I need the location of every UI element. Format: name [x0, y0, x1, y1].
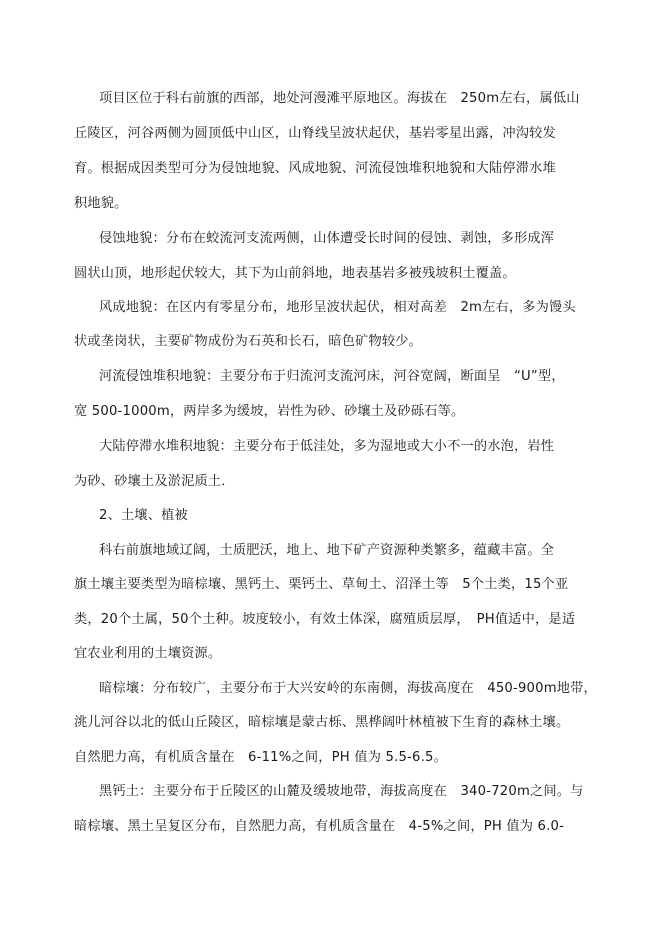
text-line: 暗棕壤：分布较广，主要分布于大兴安岭的东南侧，海拔高度在 450-900m地带， — [99, 681, 597, 696]
text-line: 河流侵蚀堆积地貌：主要分布于归流河支流河床，河谷宽阔，断面呈 “U”型， — [99, 369, 565, 384]
text-line: 自然肥力高，有机质含量在 6-11%之间，PH 值为 5.5-6.5。 — [74, 750, 447, 765]
text-line: 暗棕壤、黑土呈复区分布，自然肥力高，有机质含量在 4-5%之间，PH 值为 6.0- — [74, 819, 565, 834]
text-line: 洮儿河谷以北的低山丘陵区，暗棕壤是蒙古栎、黑桦阔叶林植被下生育的森林土壤。 — [74, 715, 570, 730]
text-line: 宜农业利用的土壤资源。 — [74, 646, 222, 661]
text-line: 项目区位于科右前旗的西部，地处河漫滩平原地区。海拔在 250m左右，属低山 — [99, 91, 580, 106]
text-line: 风成地貌：在区内有零星分布，地形呈波状起伏，相对高差 2m左右，多为馒头 — [99, 300, 576, 315]
text-line: 旗土壤主要类型为暗棕壤、黑钙土、栗钙土、草甸土、沼泽土等 5个土类，15个亚 — [74, 577, 569, 592]
text-line: 圆状山顶，地形起伏较大，其下为山前斜地，地表基岩多被残坡积土覆盖。 — [74, 266, 516, 281]
text-line: 类，20个土属，50个土种。坡度较小，有效土体深，腐殖质层厚， PH值适中，是适 — [74, 612, 576, 627]
text-line: 状或垄岗状，主要矿物成份为石英和长石，暗色矿物较少。 — [74, 334, 423, 349]
text-line: 丘陵区，河谷两侧为圆顶低中山区，山脊线呈波状起伏，基岩零星出露，冲沟较发 — [74, 126, 556, 141]
text-line: 大陆停滞水堆积地貌：主要分布于低洼处，多为湿地或大小不一的水泡，岩性 — [99, 439, 555, 454]
text-line: 育。根据成因类型可分为侵蚀地貌、风成地貌、河流侵蚀堆积地貌和大陆停滞水堆 — [74, 161, 556, 176]
section-heading: 2、土壤、植被 — [99, 508, 188, 523]
text-line: 宽 500-1000m，两岸多为缓坡，岩性为砂、砂壤土及砂砾石等。 — [74, 404, 465, 419]
text-line: 积地貌。 — [74, 196, 128, 211]
text-line: 科右前旗地域辽阔，土质肥沃，地上、地下矿产资源种类繁多，蕴藏丰富。全 — [99, 543, 555, 558]
text-line: 为砂、砂壤土及淤泥质土． — [74, 474, 235, 489]
text-line: 黑钙土：主要分布于丘陵区的山麓及缓坡地带，海拔高度在 340-720m之间。与 — [99, 784, 584, 799]
text-line: 侵蚀地貌：分布在蛟流河支流两侧，山体遭受长时间的侵蚀、剥蚀，多形成浑 — [99, 231, 555, 246]
